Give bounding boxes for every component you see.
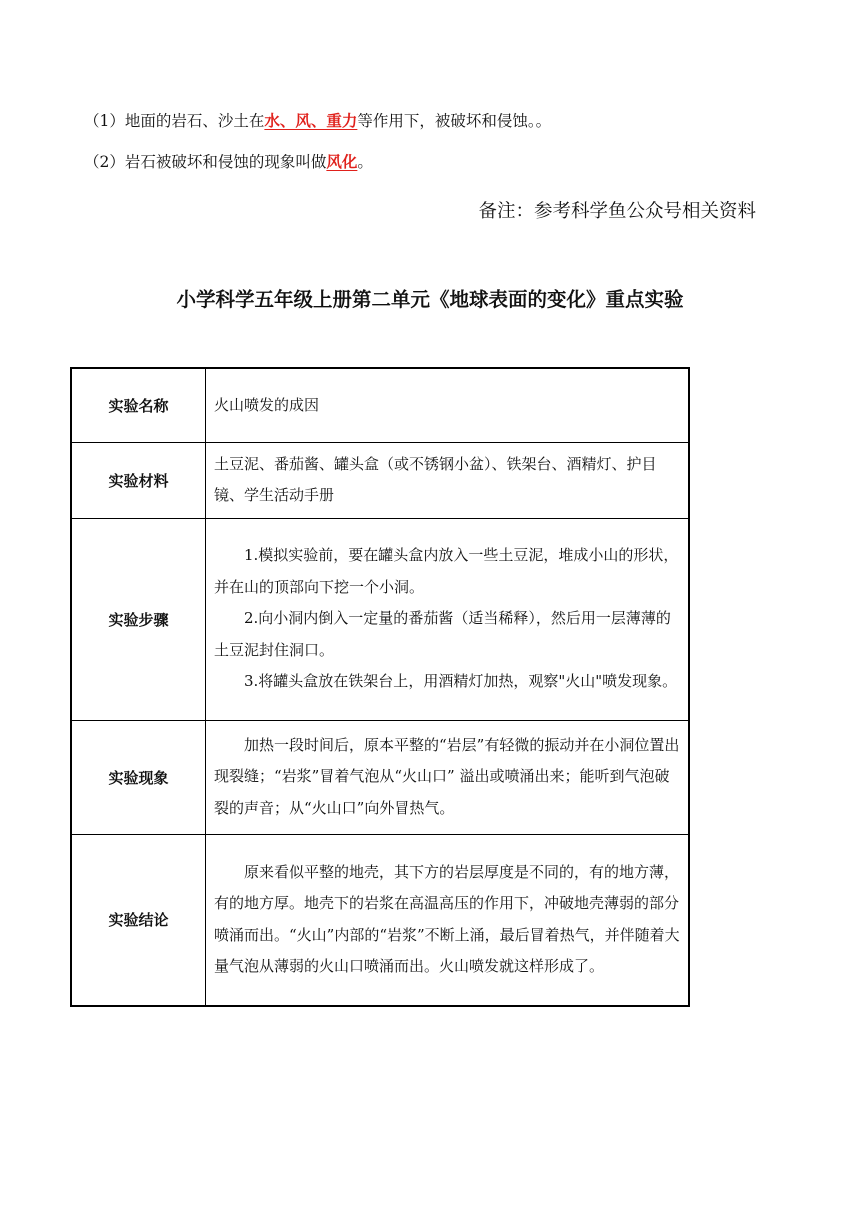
source-note: 备注：参考科学鱼公众号相关资料	[478, 201, 756, 222]
experiment-table	[70, 367, 690, 1007]
fact-1-suffix: 等作用下，被破坏和侵蚀。。	[357, 112, 552, 130]
fact-2-suffix: 。	[357, 153, 373, 171]
name-label: 实验名称	[71, 368, 206, 442]
table-row-phenomenon	[71, 720, 689, 834]
steps-value	[206, 518, 690, 720]
materials-value: 土豆泥、番茄酱、罐头盒（或不锈钢小盆）、铁架台、酒精灯、护目镜、学生活动手册	[206, 442, 690, 518]
materials-label: 实验材料	[71, 442, 206, 518]
conclusion-text: 原来看似平整的地壳，其下方的岩层厚度是不同的，有的地方薄，有的地方厚。地壳下的岩浆在高温高压的作用下，冲破地壳薄弱的部分喷涌而出。“火山”内部的“岩浆”不断上涌，最后冒着热气，并伴随着大量气泡从薄弱的火山口喷涌而出。火山喷发就这样形成了。	[214, 862, 680, 976]
table-row-steps	[71, 518, 689, 720]
page-title: 小学科学五年级上册第二单元《地球表面的变化》重点实验	[176, 288, 684, 311]
fact-1-answer: 水、风、重力	[264, 111, 358, 130]
weathering-fact-1	[84, 110, 551, 132]
phenomenon-text: 加热一段时间后，原本平整的“岩层”有轻微的振动并在小洞位置出现裂缝；“岩浆”冒着气泡从“火山口” 溢出或喷涌出来；能听到气泡破裂的声音；从“火山口”向外冒热气。	[214, 735, 680, 817]
phenomenon-label: 实验现象	[71, 720, 206, 834]
step-1: 1.模拟实验前，要在罐头盒内放入一些土豆泥，堆成小山的形状，并在山的顶部向下挖一个小洞。	[214, 546, 679, 596]
conclusion-value	[206, 834, 690, 1006]
fact-1-prefix: （1）地面的岩石、沙土在	[84, 112, 265, 130]
table-row-conclusion	[71, 834, 689, 1006]
steps-label: 实验步骤	[71, 518, 206, 720]
fact-2-prefix: （2）岩石被破坏和侵蚀的现象叫做	[84, 153, 327, 171]
step-2: 2.向小洞内倒入一定量的番茄酱（适当稀释），然后用一层薄薄的土豆泥封住洞口。	[214, 609, 671, 659]
phenomenon-value	[206, 720, 690, 834]
table-row-materials	[71, 442, 689, 518]
table-row-name	[71, 368, 689, 442]
name-value: 火山喷发的成因	[206, 368, 690, 442]
weathering-fact-2	[84, 151, 373, 173]
fact-2-answer: 风化	[326, 152, 358, 171]
step-3: 3.将罐头盒放在铁架台上，用酒精灯加热，观察"火山"喷发现象。	[244, 672, 678, 691]
conclusion-label: 实验结论	[71, 834, 206, 1006]
